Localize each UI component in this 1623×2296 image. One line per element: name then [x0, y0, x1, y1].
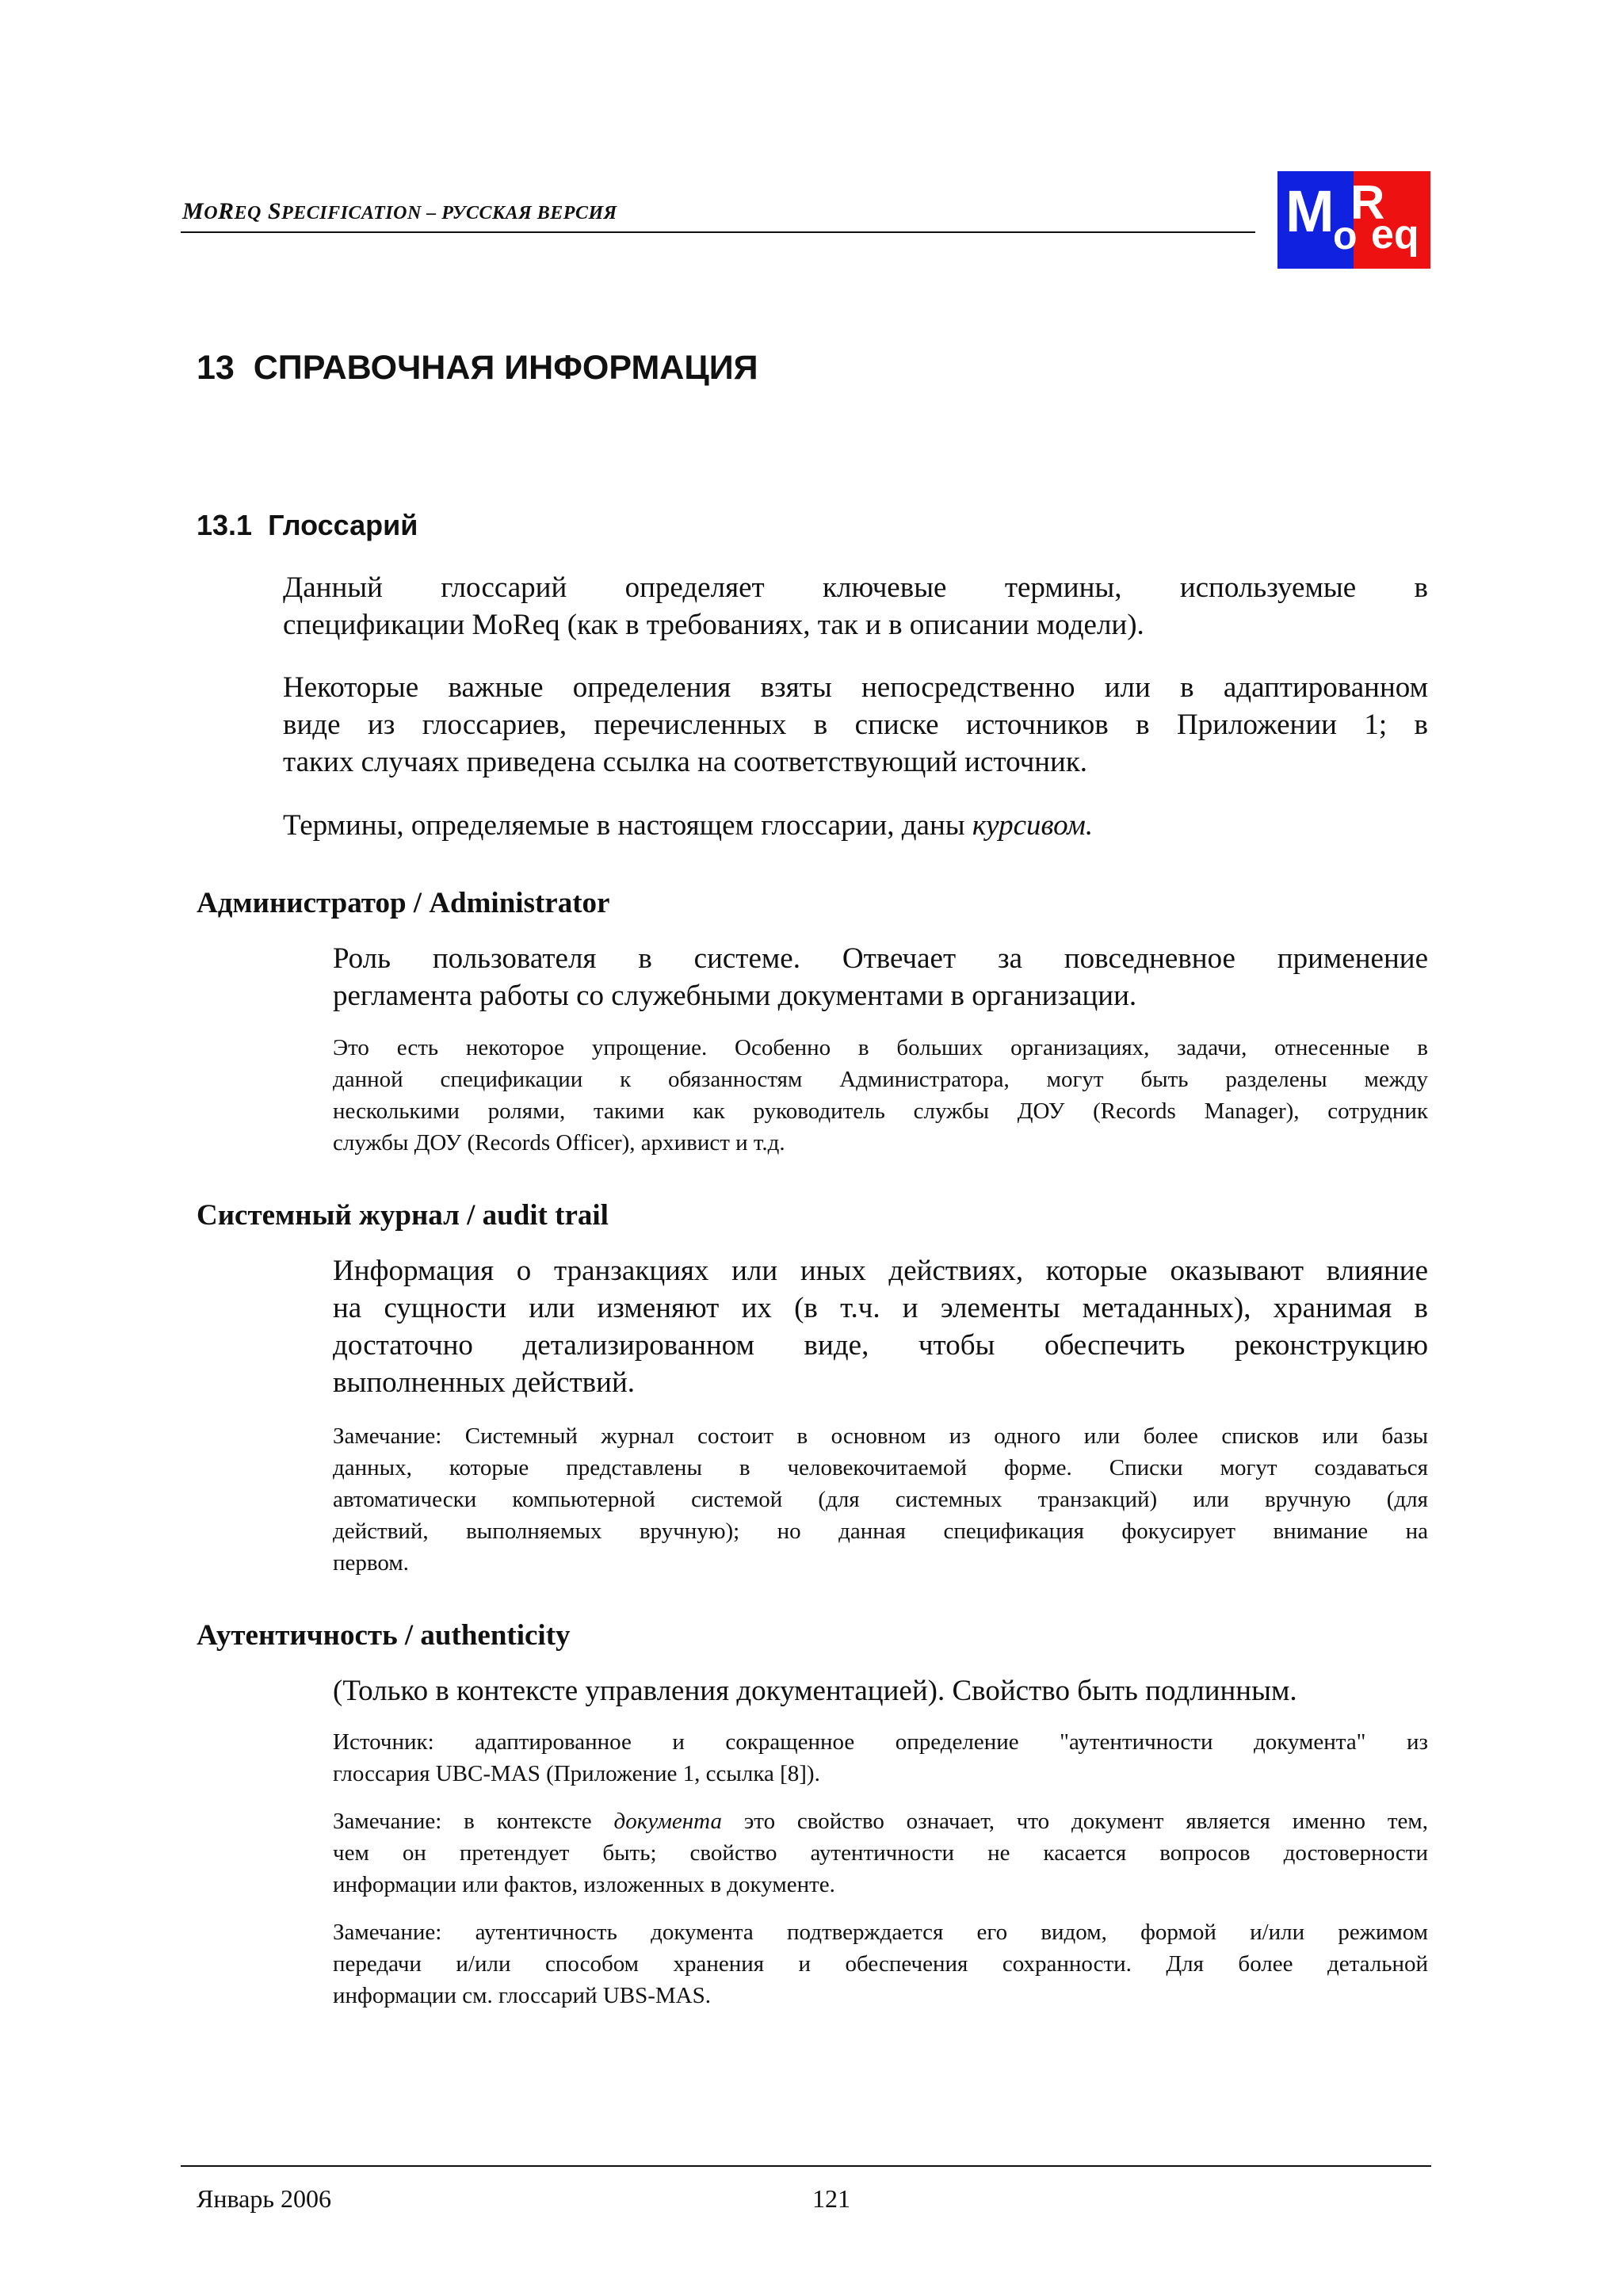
logo-letters-eq: eq — [1371, 212, 1419, 258]
logo-letter-m: M — [1285, 178, 1335, 244]
glossary-note-audit-trail: Замечание: Системный журнал состоит в основном из одного или более списков или базы данных, которые представлены в человекочитаемой форме. Списки могут создаваться автоматически компьютерной системой (для системных транзакций) или вручную (для действий, выполняемых вручную); но данная спецификация фокусирует внимание на первом. — [333, 1423, 1428, 1576]
chapter-heading: 13 СПРАВОЧНАЯ ИНФОРМАЦИЯ — [197, 349, 758, 387]
glossary-definition-administrator: Роль пользователя в системе. Отвечает за повседневное применение регламента работы со служебными документами в организации. — [333, 942, 1428, 1012]
logo-letter-r: R — [1350, 176, 1385, 229]
glossary-term-audit-trail: Системный журнал / audit trail — [197, 1199, 609, 1232]
intro-paragraph-2: Некоторые важные определения взяты непосредственно или в адаптированном виде из глоссариев, перечисленных в списке источников в Приложении 1; в таких случаях приведена ссылка на соответствующий источник. — [283, 671, 1428, 778]
moreq-logo — [1277, 171, 1430, 269]
footer-date: Январь 2006 — [197, 2184, 331, 2213]
glossary-source-authenticity: Источник: адаптированное и сокращенное определение "аутентичности документа" из глоссария UBC-MAS (Приложение 1, ссылка [8]). — [333, 1729, 1428, 1786]
glossary-definition-audit-trail: Информация о транзакциях или иных действиях, которые оказывают влияние на сущности или изменяют их (в т.ч. и элементы метаданных), хранимая в достаточно детализированном виде, чтобы обеспечить реконструкцию выполненных действий. — [333, 1255, 1428, 1399]
logo-letter-o: o — [1333, 213, 1358, 258]
glossary-note-administrator: Это есть некоторое упрощение. Особенно в больших организациях, задачи, отнесенные в данной спецификации к обязанностям Администратора, могут быть разделены между несколькими ролями, такими как руководитель службы ДОУ (Records Manager), сотрудник службы ДОУ (Records Officer), архивист и т.д. — [333, 1035, 1428, 1156]
glossary-note-authenticity-1: Замечание: в контексте документа это свойство означает, что документ является именно тем, чем он претендует быть; свойство аутентичности не касается вопросов достоверности информации или фактов, изложенных в документе. — [333, 1809, 1429, 1897]
intro-paragraph-3: Термины, определяемые в настоящем глоссарии, даны курсивом. — [283, 809, 1094, 842]
footer-rule — [181, 2165, 1431, 2167]
page-number: 121 — [812, 2184, 850, 2213]
glossary-note-authenticity-2: Замечание: аутентичность документа подтверждается его видом, формой и/или режимом передачи и/или способом хранения и обеспечения сохранности. Для более детальной информации см. глоссарий UBS-MAS. — [333, 1920, 1428, 2008]
section-heading: 13.1 Глоссарий — [197, 509, 418, 541]
glossary-term-administrator: Администратор / Administrator — [197, 887, 610, 919]
running-head: MOREQ SPECIFICATION – РУССКАЯ ВЕРСИЯ — [182, 198, 617, 224]
glossary-definition-authenticity: (Только в контексте управления документацией). Свойство быть подлинным. — [333, 1675, 1297, 1707]
glossary-term-authenticity: Аутентичность / authenticity — [197, 1619, 571, 1652]
intro-paragraph-1: Данный глоссарий определяет ключевые термины, используемые в спецификации MoReq (как в требованиях, так и в описании модели). — [283, 571, 1428, 641]
header-rule — [181, 231, 1255, 233]
